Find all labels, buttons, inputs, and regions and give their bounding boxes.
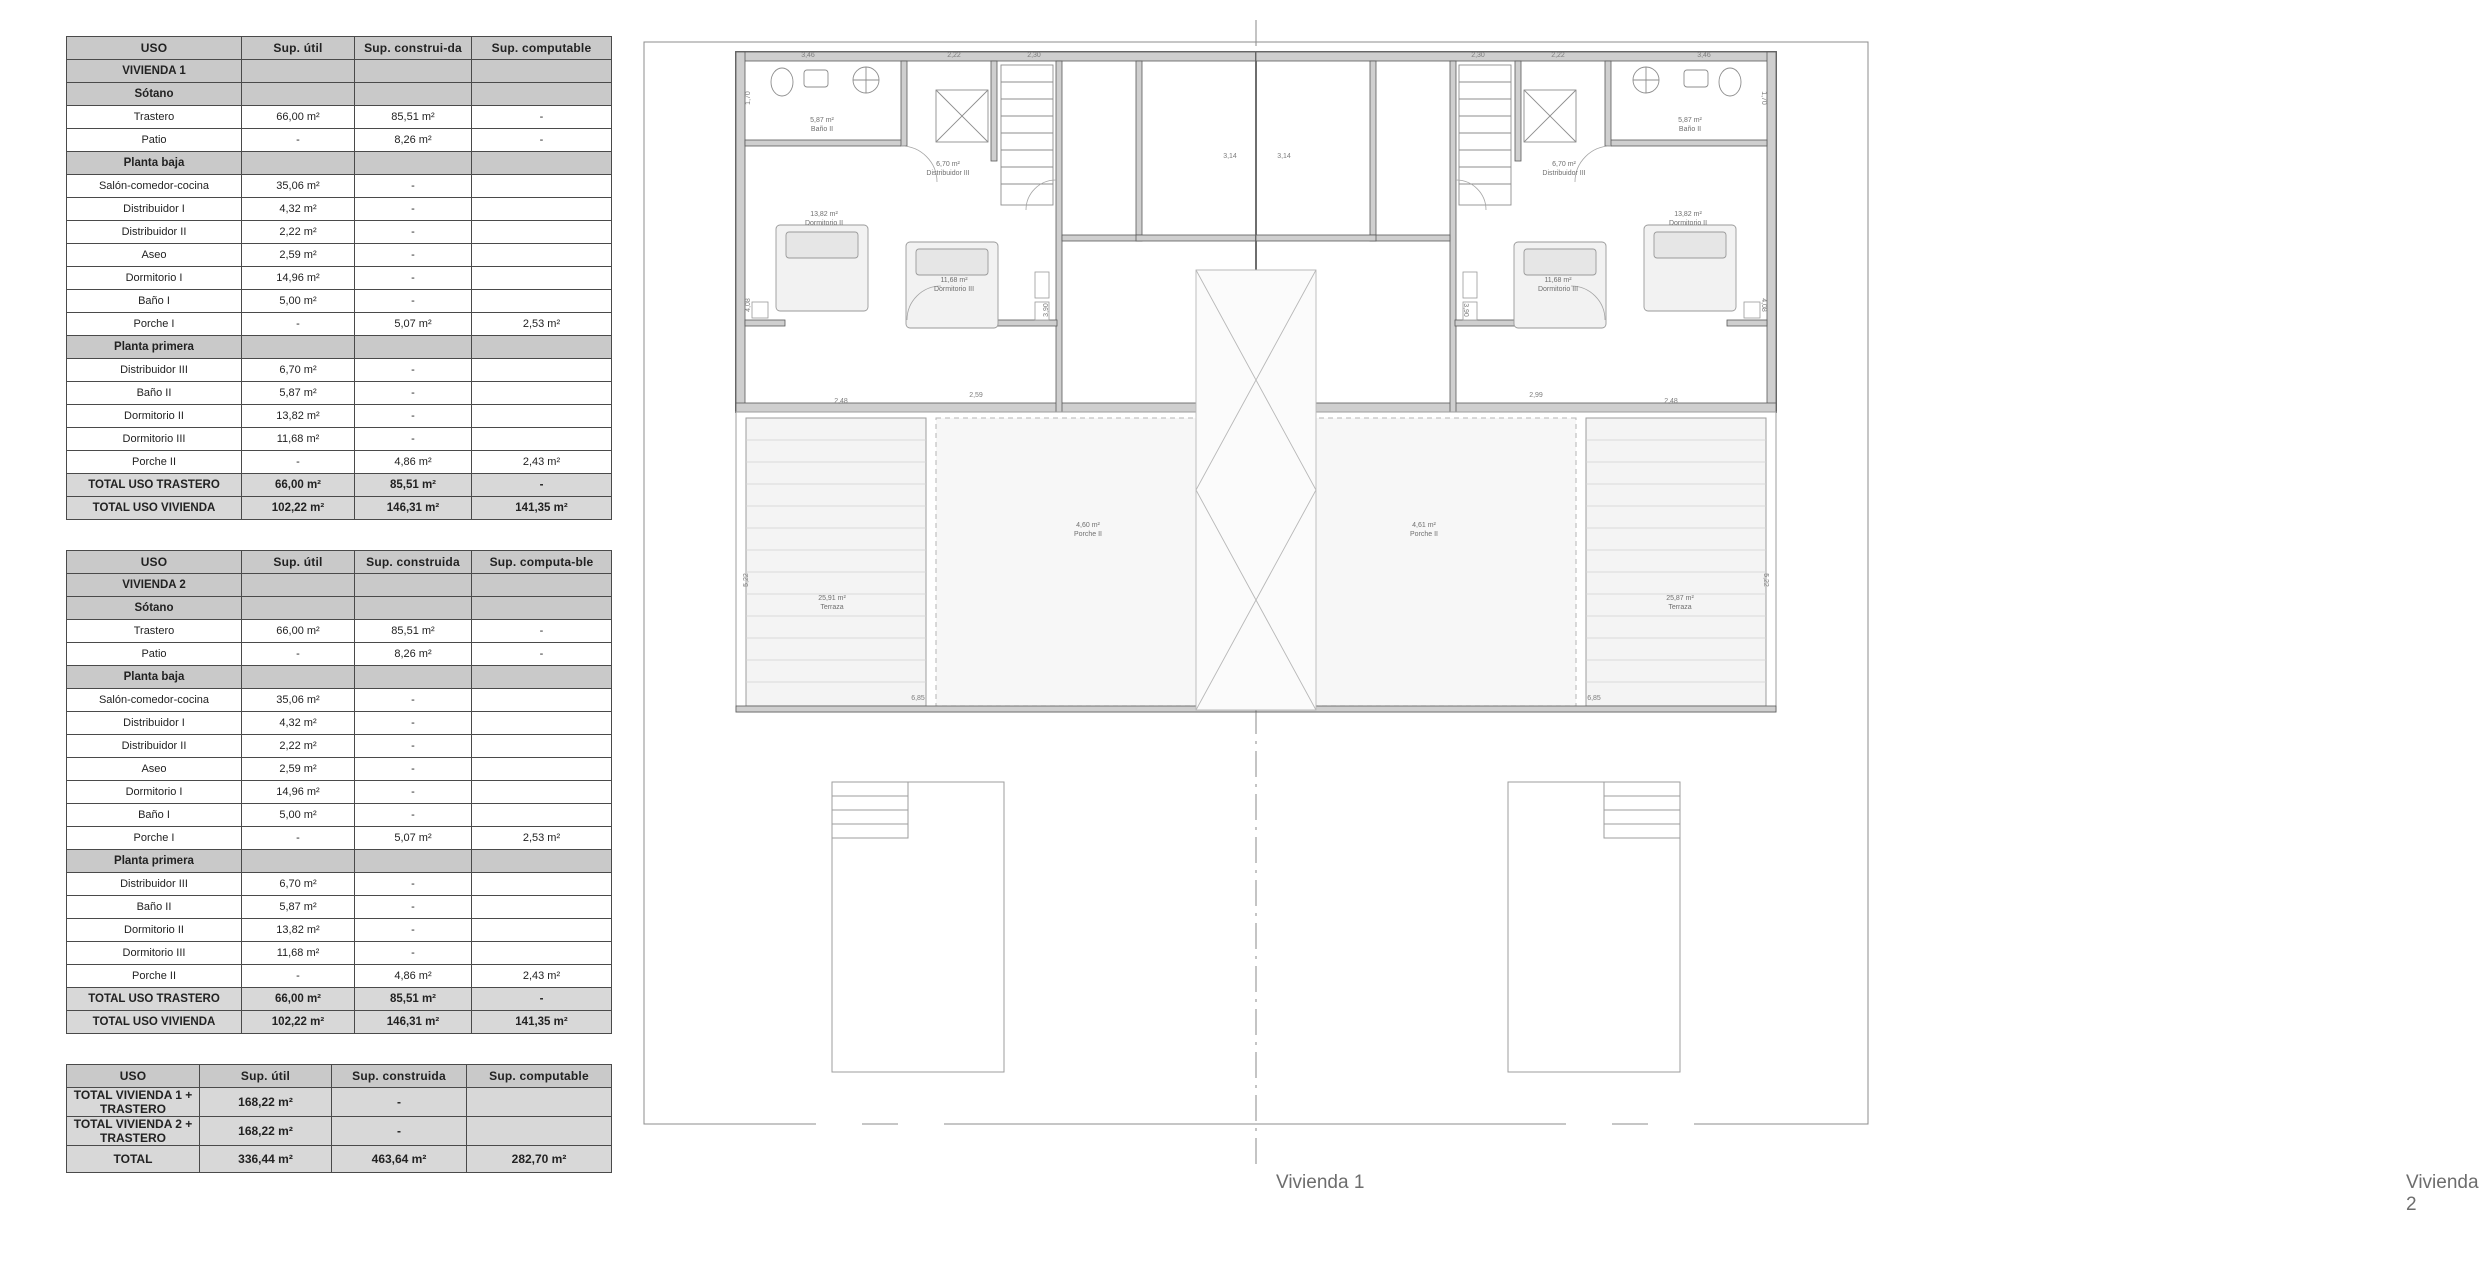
row-label: Planta primera <box>67 336 242 359</box>
row-label: Salón-comedor-cocina <box>67 689 242 712</box>
svg-text:Dormitorio II: Dormitorio II <box>804 220 844 227</box>
row-label: Dormitorio III <box>67 942 242 965</box>
table-row: Porche I - 5,07 m² 2,53 m² <box>67 313 612 336</box>
table-row <box>67 336 612 359</box>
svg-text:6,70 m²: 6,70 m² <box>936 161 960 168</box>
table-row: TOTAL VIVIENDA 2 + TRASTERO 168,22 m² - <box>67 1117 612 1146</box>
table-row: Distribuidor I 4,32 m² - <box>67 198 612 221</box>
table-row: Baño I 5,00 m² - <box>67 290 612 313</box>
table-row <box>67 83 612 106</box>
row-label: Distribuidor II <box>67 735 242 758</box>
svg-text:5,87 m²: 5,87 m² <box>1678 117 1702 124</box>
row-label: Dormitorio I <box>67 267 242 290</box>
table-row: Distribuidor II 2,22 m² - <box>67 735 612 758</box>
row-label: VIVIENDA 2 <box>67 574 242 597</box>
table-row: Baño II 5,87 m² - <box>67 896 612 919</box>
row-label: Distribuidor II <box>67 221 242 244</box>
row-label: Porche I <box>67 827 242 850</box>
table-row: Salón-comedor-cocina 35,06 m² - <box>67 689 612 712</box>
table-row <box>67 60 612 83</box>
table-row: Distribuidor III 6,70 m² - <box>67 873 612 896</box>
col-uso: USO <box>67 551 242 574</box>
row-label: Salón-comedor-cocina <box>67 175 242 198</box>
table-row: TOTAL 336,44 m² 463,64 m² 282,70 m² <box>67 1146 612 1173</box>
col-sup-computable: Sup. computable <box>467 1065 612 1088</box>
surface-tables <box>66 36 611 1173</box>
row-label: Baño II <box>67 896 242 919</box>
vivienda-2-table <box>66 550 612 1034</box>
row-label: Planta baja <box>67 152 242 175</box>
svg-text:5,22: 5,22 <box>1762 573 1769 587</box>
row-label: Baño II <box>67 382 242 405</box>
svg-text:6,70 m²: 6,70 m² <box>1552 161 1576 168</box>
svg-text:3,46: 3,46 <box>1697 52 1711 59</box>
svg-text:Terraza: Terraza <box>820 604 844 611</box>
caption-vivienda-2: Vivienda 2 <box>2406 1172 2479 1215</box>
svg-text:4,60 m²: 4,60 m² <box>1076 522 1100 529</box>
svg-text:2,99: 2,99 <box>1529 392 1543 399</box>
col-sup-util: Sup. útil <box>200 1065 332 1088</box>
row-label: TOTAL <box>67 1146 200 1173</box>
table-row: Dormitorio II 13,82 m² - <box>67 919 612 942</box>
row-label: Dormitorio III <box>67 428 242 451</box>
table-row: TOTAL USO VIVIENDA 102,22 m² 146,31 m² 141,35 m² <box>67 497 612 520</box>
totales-table <box>66 1064 612 1173</box>
table-row: Patio - 8,26 m² - <box>67 129 612 152</box>
svg-text:Porche II: Porche II <box>1073 531 1103 538</box>
table-row: Distribuidor III 6,70 m² - <box>67 359 612 382</box>
svg-text:25,87 m²: 25,87 m² <box>1666 595 1694 602</box>
table-row <box>67 597 612 620</box>
row-label: VIVIENDA 1 <box>67 60 242 83</box>
row-label: Patio <box>67 643 242 666</box>
vivienda-1-table <box>66 36 612 520</box>
row-label: TOTAL USO VIVIENDA <box>67 1011 242 1034</box>
svg-text:3,46: 3,46 <box>801 52 815 59</box>
svg-text:Dormitorio III: Dormitorio III <box>1537 286 1579 293</box>
row-label: Baño I <box>67 804 242 827</box>
row-label: Distribuidor III <box>67 873 242 896</box>
col-uso: USO <box>67 37 242 60</box>
table-header-row <box>67 551 612 574</box>
table-row: Salón-comedor-cocina 35,06 m² - <box>67 175 612 198</box>
table-row: Dormitorio III 11,68 m² - <box>67 428 612 451</box>
svg-text:3,14: 3,14 <box>1223 153 1237 160</box>
table-row: TOTAL USO VIVIENDA 102,22 m² 146,31 m² 141,35 m² <box>67 1011 612 1034</box>
svg-text:4,61 m²: 4,61 m² <box>1412 522 1436 529</box>
row-label: Aseo <box>67 758 242 781</box>
table-row: Dormitorio I 14,96 m² - <box>67 267 612 290</box>
svg-text:2,48: 2,48 <box>1664 398 1678 405</box>
svg-text:11,68 m²: 11,68 m² <box>1544 277 1572 284</box>
row-label: Sótano <box>67 597 242 620</box>
svg-text:Baño II: Baño II <box>810 126 834 133</box>
row-label: Distribuidor I <box>67 198 242 221</box>
col-sup-util: Sup. útil <box>242 551 355 574</box>
table-row <box>67 666 612 689</box>
col-sup-construida: Sup. construida <box>332 1065 467 1088</box>
svg-text:3,90: 3,90 <box>1462 303 1469 317</box>
svg-text:6,85: 6,85 <box>911 695 925 702</box>
svg-text:Terraza: Terraza <box>1668 604 1692 611</box>
caption-vivienda-1: Vivienda 1 <box>1276 1172 1365 1193</box>
svg-text:2,30: 2,30 <box>1027 52 1041 59</box>
svg-text:Dormitorio II: Dormitorio II <box>1668 220 1708 227</box>
table-row: Distribuidor I 4,32 m² - <box>67 712 612 735</box>
row-label: Dormitorio II <box>67 405 242 428</box>
floor-plan-drawing <box>636 20 2479 1215</box>
table-header-row <box>67 37 612 60</box>
col-sup-construida: Sup. construida <box>355 551 472 574</box>
svg-text:2,48: 2,48 <box>834 398 848 405</box>
svg-text:25,91 m²: 25,91 m² <box>818 595 846 602</box>
row-label: Porche II <box>67 965 242 988</box>
row-label: Trastero <box>67 106 242 129</box>
svg-text:6,85: 6,85 <box>1587 695 1601 702</box>
svg-text:13,82 m²: 13,82 m² <box>810 211 838 218</box>
row-label: TOTAL VIVIENDA 1 + TRASTERO <box>67 1088 200 1117</box>
svg-text:5,87 m²: 5,87 m² <box>810 117 834 124</box>
table-row: Baño II 5,87 m² - <box>67 382 612 405</box>
row-label: TOTAL USO TRASTERO <box>67 474 242 497</box>
table-row: Patio - 8,26 m² - <box>67 643 612 666</box>
svg-text:4,08: 4,08 <box>1760 298 1767 312</box>
table-row <box>67 850 612 873</box>
svg-text:3,14: 3,14 <box>1277 153 1291 160</box>
row-label: Planta baja <box>67 666 242 689</box>
svg-text:5,22: 5,22 <box>743 573 750 587</box>
svg-text:1,70: 1,70 <box>1760 91 1767 105</box>
col-sup-util: Sup. útil <box>242 37 355 60</box>
row-label: Dormitorio I <box>67 781 242 804</box>
svg-text:2,59: 2,59 <box>969 392 983 399</box>
table-row: Porche II - 4,86 m² 2,43 m² <box>67 965 612 988</box>
row-label: Sótano <box>67 83 242 106</box>
row-label: Planta primera <box>67 850 242 873</box>
svg-text:Distribuidor III: Distribuidor III <box>926 170 970 177</box>
svg-text:Porche II: Porche II <box>1409 531 1439 538</box>
col-uso: USO <box>67 1065 200 1088</box>
svg-text:2,22: 2,22 <box>947 52 961 59</box>
table-row: Porche I - 5,07 m² 2,53 m² <box>67 827 612 850</box>
table-row: Distribuidor II 2,22 m² - <box>67 221 612 244</box>
table-row: Aseo 2,59 m² - <box>67 758 612 781</box>
row-label: TOTAL USO TRASTERO <box>67 988 242 1011</box>
row-label: Dormitorio II <box>67 919 242 942</box>
table-row: Dormitorio II 13,82 m² - <box>67 405 612 428</box>
row-label: Distribuidor I <box>67 712 242 735</box>
table-row <box>67 152 612 175</box>
table-row: Dormitorio I 14,96 m² - <box>67 781 612 804</box>
svg-text:4,08: 4,08 <box>745 298 752 312</box>
row-label: Porche I <box>67 313 242 336</box>
svg-text:Dormitorio III: Dormitorio III <box>933 286 975 293</box>
row-label: Porche II <box>67 451 242 474</box>
table-row: Trastero 66,00 m² 85,51 m² - <box>67 106 612 129</box>
svg-text:1,70: 1,70 <box>745 91 752 105</box>
row-label: TOTAL VIVIENDA 2 + TRASTERO <box>67 1117 200 1146</box>
table-header-row <box>67 1065 612 1088</box>
row-label: Aseo <box>67 244 242 267</box>
table-row: TOTAL USO TRASTERO 66,00 m² 85,51 m² - <box>67 474 612 497</box>
svg-text:Distribuidor III: Distribuidor III <box>1542 170 1586 177</box>
svg-text:11,68 m²: 11,68 m² <box>940 277 968 284</box>
svg-text:2,22: 2,22 <box>1551 52 1565 59</box>
table-row: Porche II - 4,86 m² 2,43 m² <box>67 451 612 474</box>
row-label: Baño I <box>67 290 242 313</box>
row-label: Trastero <box>67 620 242 643</box>
row-label: Distribuidor III <box>67 359 242 382</box>
table-row: Dormitorio III 11,68 m² - <box>67 942 612 965</box>
table-row: Aseo 2,59 m² - <box>67 244 612 267</box>
row-label: Patio <box>67 129 242 152</box>
table-row <box>67 574 612 597</box>
table-row: Baño I 5,00 m² - <box>67 804 612 827</box>
svg-text:13,82 m²: 13,82 m² <box>1674 211 1702 218</box>
table-row: Trastero 66,00 m² 85,51 m² - <box>67 620 612 643</box>
svg-text:Baño II: Baño II <box>1678 126 1702 133</box>
col-sup-computable: Sup. computable <box>472 37 612 60</box>
col-sup-computable: Sup. computa-ble <box>472 551 612 574</box>
col-sup-construida: Sup. construi-da <box>355 37 472 60</box>
table-row: TOTAL VIVIENDA 1 + TRASTERO 168,22 m² - <box>67 1088 612 1117</box>
svg-text:3,90: 3,90 <box>1043 303 1050 317</box>
svg-text:2,30: 2,30 <box>1471 52 1485 59</box>
table-row: TOTAL USO TRASTERO 66,00 m² 85,51 m² - <box>67 988 612 1011</box>
row-label: TOTAL USO VIVIENDA <box>67 497 242 520</box>
